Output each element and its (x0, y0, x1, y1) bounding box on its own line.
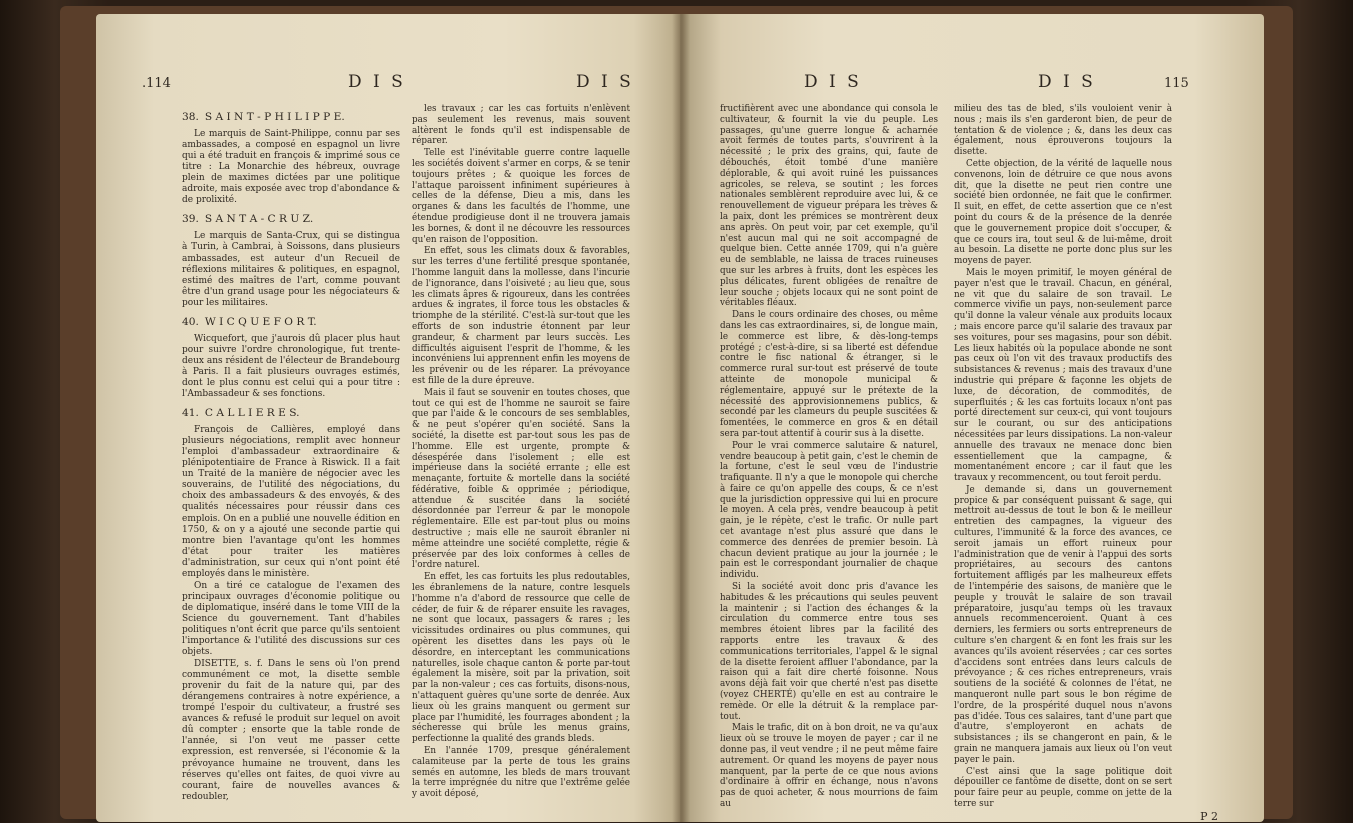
paragraph: Le marquis de Santa-Crux, qui se distingua à Turin, à Cambrai, à Soissons, dans plusieurs ambassades, est auteur d'un Recueil de réflexions militaires & politiques, en espagnol, estimé des maîtres de l'art, comme pouvant être d'un grand usage pour les négociateurs & pour les militaires. (182, 231, 400, 308)
section-heading (182, 408, 400, 419)
paragraph: les travaux ; car les cas fortuits n'enlèvent pas seulement les revenus, mais souvent altèrent le fonds qu'il est indispensable de réparer. (412, 104, 630, 147)
section-number: 38. (182, 111, 199, 123)
signature-mark: P 2 (1200, 810, 1218, 822)
left-page-column-1 (182, 104, 400, 804)
section-number: 41. (182, 407, 199, 420)
paragraph: En effet, les cas fortuits les plus redoutables, les ébranlemens de la nature, contre lesquels l'homme n'a d'abord de ressource que celle de céder, de fuir & de réparer ensuite les ravages, ne sont que locaux, passagers & rares ; les vicissitudes ordinaires ou plus communes, qui opèrent les disettes dans les pays où le désordre, en interceptant les communications naturelles, isole chaque canton & porte par-tout également la misère, soit par la privation, soit par la non-valeur ; ces cas fortuits, disons-nous, n'attaquent guères qu'une sorte de denrée. Aux lieux où les grains manquent ou germent sur place par l'humidité, les fourrages abondent ; la sécheresse qui brûle les menus grains, perfectionne la qualité des grands bleds. (412, 572, 630, 745)
paragraph: fructifièrent avec une abondance qui consola le cultivateur, & fournit la vie du peuple. Les passages, qu'une guerre longue & acharnée avoit fermés de toutes parts, s'ouvrirent à la nécessité ; le prix des grains, qui, faute de débouchés, étoit tombé d'une manière déplorable, & qui avoit ruiné les puissances agricoles, se releva, se soutint ; les forces nationales semblèrent reproduire avec lui, & ce renouvellement de vigueur prépara les trèves & la paix, dont les prémices se montrèrent deux ans après. On peut voir, par cet exemple, qu'il n'est aucun mal qui ne soit accompagné de quelque bien. Cette année 1709, qui n'a guère eu de semblable, ne laissa de traces ruineuses que sur les arbres à fruits, dont les espèces les plus délicates, furent obligées de renaître de leur souche ; objets locaux qui ne sont point de véritables fléaux. (720, 104, 938, 309)
section-number: 39. (182, 213, 199, 226)
paragraph: On a tiré ce catalogue de l'examen des principaux ouvrages d'économie politique ou de diplomatique, inséré dans le tome VIII de la Science du gouvernement. Tant d'habiles politiques n'ont écrit que parce qu'ils sentoient l'importance & l'utilité des discussions sur ces objets. (182, 580, 400, 658)
section-title: S A N T A - C R U Z. (204, 213, 314, 226)
paragraph: C'est ainsi que la sage politique doit dépouiller ce fantôme de disette, dont on se sert pour faire peur au peuple, comme on jette de la terre sur (954, 766, 1172, 809)
right-page-number: 115 (1164, 76, 1189, 91)
left-page-header (96, 72, 680, 98)
section-heading (182, 317, 400, 328)
section-title: S A I N T - P H I L I P P E. (204, 111, 345, 123)
paragraph: Pour le vrai commerce salutaire & naturel, vendre beaucoup à petit gain, c'est le chemin de la fortune, c'est le seul vœu de l'industrie trafiquante. Il n'y a que le monopole qui cherche à faire ce qu'on appelle des coups, & ce n'est que la jurisdiction oppressive qui lui en procure le moyen. A cela près, vendre beaucoup à petit gain, je le répète, c'est le trafic. Or nulle part cet avantage n'est plus assuré que dans le commerce des denrées de premier besoin. Là chacun devient pratique au jour la journée ; le pain est le correspondant journalier de chaque individu. (720, 440, 938, 581)
paragraph: Mais il faut se souvenir en toutes choses, que tout ce qui est de l'homme ne sauroit se faire que par l'aide & le concours de ses semblables, & ne peut s'opérer qu'en société. Sans la société, la disette est par-tout sous les pas de l'homme. Elle est urgente, prompte & désespérée dans l'isolement ; elle est impérieuse dans la société errante ; elle est menaçante, fortuite & mortelle dans la société fédérative, foible & opprimée ; périodique, attendue & suscitée dans la société désordonnée par l'erreur & par le monopole réglementaire. Elle est par-tout plus ou moins destructive ; mais elle ne sauroit ébranler ni même atteindre une société complette, régie & préservée par des loix conformes à celles de l'ordre naturel. (412, 387, 630, 571)
paragraph: Mais le trafic, dit on à bon droit, ne va qu'aux lieux où se trouve le moyen de payer ; car il ne donne pas, il veut vendre ; il ne peut même faire autrement. Or quand les moyens de payer nous manquent, par la perte de ce que nous avions d'ordinaire à offrir en échange, nous n'avons pas de quoi acheter, & nous mourrions de faim au (720, 723, 938, 809)
paragraph: milieu des tas de bled, s'ils vouloient venir à nous ; mais ils s'en garderont bien, de peur de tentation & de violence ; &, dans les deux cas également, nous éprouverons toujours la disette. (954, 104, 1172, 158)
section-heading (182, 214, 400, 225)
paragraph: En l'année 1709, presque généralement calamiteuse par la perte de tous les grains semés en automne, les bleds de mars trouvant la terre imprégnée du nitre que l'extrême gelée y avoit déposé, (412, 746, 630, 800)
paragraph: Dans le cours ordinaire des choses, ou même dans les cas extraordinaires, si, de longue main, le commerce est libre, & dès-long-temps protégé ; c'est-à-dire, si sa liberté est défendue contre le fisc national & étranger, si le commerce rural sur-tout est préservé de toute atteinte de monopole municipal & réglementaire, appuyé sur le prétexte de la nécessité des approvisionnemens publics, & secondé par les clameurs du peuple suscitées & fomentées, le commerce en gros & en détail sera par-tout attentif à courir sus à la disette. (720, 310, 938, 439)
left-page-number: .114 (142, 76, 171, 91)
section-heading (182, 112, 400, 123)
left-page-column-2 (412, 104, 630, 801)
paragraph: Je demande si, dans un gouvernement propice & par conséquent puissant & sage, qui mettroit au-dessus de tout le bon & le meilleur entretien des campagnes, la vigueur des cultures, l'immunité & la force des avances, ce seroit jamais un effort ruineux pour l'administration que de venir à l'appui des sorts propriétaires, au secours des cantons fortuitement affligés par les malheureux effets de l'intempérie des saisons, de manière que le peuple y trouvât le salaire de son travail préparatoire, jusqu'au temps où les travaux annuels recommenceroient. Quant à ces derniers, les fermiers ou sorts entrepreneurs de culture s'en chargent & en font les frais sur les avances qu'ils avoient réservées ; car ces sortes d'accidens sont entrées dans leurs calculs de prévoyance ; & ces riches entrepreneurs, vrais soutiens de la société & colonnes de l'état, ne manqueront nulle part sous le bon régime de l'ordre, de la prospérité duquel nous n'avons pas d'idée. Tous ces salaires, tant d'une part que d'autre, s'employeront en achats de subsistances ; ils se changeront en pain, & le grain ne manquera jamais aux lieux où l'on veut payer le pain. (954, 484, 1172, 765)
right-page (680, 14, 1264, 822)
paragraph: Cette objection, de la vérité de laquelle nous convenons, loin de détruire ce que nous avons dit, que la disette ne peut rien contre une société bien ordonnée, ne fait que le confirmer. Il suit, en effet, de cette assertion que ce n'est point du cours & de la présence de la denrée que le gouvernement propice doit s'occuper, & que ce cours ira, tout seul & de lui-même, droit au besoin. La disette ne porte donc plus sur les moyens de payer. (954, 158, 1172, 267)
book-gutter (672, 14, 690, 822)
paragraph: Si la société avoit donc pris d'avance les habitudes & les précautions qui seules peuvent la maintenir ; si l'action des échanges & la circulation du commerce entre tous ses membres étoient libres par la facilité des rapports entre les travaux & des communications territoriales, l'appel & le signal de la disette feroient affluer l'abondance, par la raison qui a fait dire cherté foisonne. Nous avons déjà fait voir que cherté n'est pas disette (voyez CHERTÉ) qu'elle en est au contraire le remède. Or elle la détruit & la remplace par-tout. (720, 582, 938, 722)
section-number: 40. (182, 315, 199, 328)
paragraph: Le marquis de Saint-Philippe, connu par ses ambassades, a composé en espagnol un livre qui a été traduit en françois & imprimé sous ce titre : La Monarchie des hébreux, ouvrage plein de maximes dictées par une politique adroite, mais exposée avec trop d'abondance & de prolixité. (182, 129, 400, 206)
paragraph: Telle est l'inévitable guerre contre laquelle les sociétés doivent s'armer en corps, & se tenir toujours prêtes ; & quoique les forces de l'attaque paroissent infiniment supérieures à celles de la défense, Dieu a mis, dans les organes & dans les facultés de l'homme, une étendue prodigieuse dont il ne trouvera jamais les bornes, & dont il ne découvre les ressources qu'en raison de l'opposition. (412, 148, 630, 245)
paragraph: François de Callières, employé dans plusieurs négociations, remplit avec honneur l'emploi d'ambassadeur extraordinaire & plénipotentiaire de France à Riswick. Il a fait un Traité de la manière de négocier avec les souverains, de l'utilité des négociations, du choix des ambassadeurs & des envoyés, & des qualités nécessaires pour réussir dans ces emplois. On en a publié une nouvelle édition en 1750, & on y a ajouté une seconde partie qui montre bien l'avantage qu'ont les hommes d'état pour traiter les matières d'administration, sur ceux qui n'ont point été employés dans le ministère. (182, 425, 400, 579)
paragraph: Wicquefort, que j'aurois dû placer plus haut pour suivre l'ordre chronologique, fut trente-deux ans résident de l'électeur de Brandebourg à Paris. Il a fait plusieurs ouvrages estimés, dont le plus connu est celui qui a pour titre : l'Ambassadeur & ses fonctions. (182, 333, 400, 400)
left-running-head-2: D I S (576, 72, 634, 92)
section-title: W I C Q U E F O R T. (204, 315, 317, 328)
paragraph: En effet, sous les climats doux & favorables, sur les terres d'une fertilité presque spontanée, l'homme languit dans la mollesse, dans l'incurie de l'ignorance, dans l'oisiveté ; au lieu que, sous les climats âpres & rigoureux, dans les contrées ardues & ingrates, il force tous les obstacles & triomphe de la stérilité. C'est-là sur-tout que les efforts de son industrie étonnent par leur grandeur, & charment par leurs succès. Les difficultés aiguisent l'esprit de l'homme, & les inconvéniens lui apprennent enfin les moyens de les prévenir ou de les réparer. La prévoyance est fille de la dure épreuve. (412, 246, 630, 386)
right-page-column-1 (720, 104, 938, 811)
section-title: C A L L I E R E S. (204, 407, 300, 420)
left-page (96, 14, 680, 822)
paragraph: DISETTE, s. f. Dans le sens où l'on prend communément ce mot, la disette semble provenir du fait de la nature qui, par des dérangemens contraires à notre expérience, a trompé l'espoir du cultivateur, a frustré ses avances & refusé le produit sur lequel on avoit dû compter ; ensorte que la table ronde de l'année, si l'on veut me passer cette expression, est renversée, si l'économie & la prévoyance humaine ne trouvent, dans les réserves qu'elles ont faites, de quoi vivre au courant, faire de nouvelles avances & redoubler, (182, 659, 400, 802)
left-running-head-1: D I S (348, 72, 406, 92)
paragraph: Mais le moyen primitif, le moyen général de payer n'est que le travail. Chacun, en général, ne vit que du salaire de son travail. Le commerce vivifie un pays, non-seulement parce qu'il donne la valeur vénale aux produits locaux ; mais encore parce qu'il salarie des travaux par ses voitures, pour ses magasins, pour son débit. Les lieux habités où la populace abonde ne sont pas ceux où l'on vit des travaux productifs des subsistances & revenus ; mais des travaux d'une industrie qui prépare & façonne les objets de luxe, de décoration, de commodités, de superfluités ; & les cas fortuits locaux n'ont pas porté directement sur ceux-ci, qui vont toujours sur le courant, ou sur des anticipations nécessitées par leurs dissipations. La non-valeur annuelle des travaux ne menace donc bien essentiellement que la campagne, & momentanément encore ; car il faut que les travaux y recommencent, ou tout feroit perdu. (954, 267, 1172, 484)
right-page-column-2 (954, 104, 1172, 811)
right-running-head-1: D I S (804, 72, 862, 92)
right-running-head-2: D I S (1038, 72, 1096, 92)
right-page-header (680, 72, 1264, 98)
